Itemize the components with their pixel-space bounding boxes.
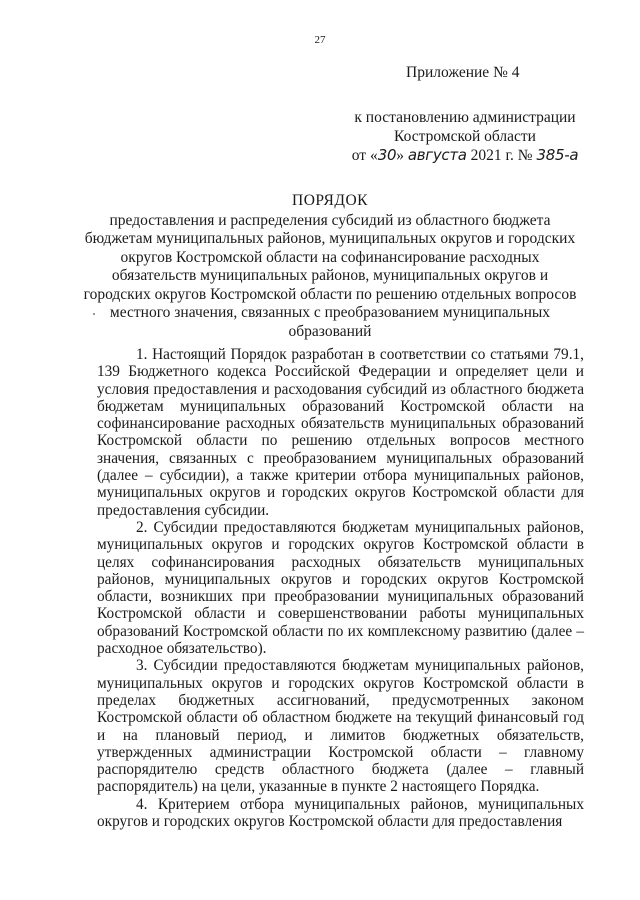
year-text: 2021 г. №	[470, 147, 533, 164]
paragraph-2: 2. Субсидии предоставляются бюджетам муниципальных районов, муниципальных округов и городских округов Костромской области в целях софинансирования расходных обязательств муниципальных районов, муниципальных округов и городских округов Костромской области, возникших при преобразовании муниципальных образований Костромской области и совершенствовании работы муниципальных образований Костромской области по их комплексному развитию (далее – расходное обязательство).	[97, 518, 584, 658]
resolution-line-2: Костромской области	[394, 128, 536, 145]
paragraph-4: 4. Критерием отбора муниципальных районов, муниципальных округов и городских округов Костромской области для предоставления	[97, 795, 584, 831]
resolution-date-line	[340, 146, 590, 165]
handwritten-number: 385-а	[536, 146, 579, 164]
title-heading: ПОРЯДОК	[292, 192, 368, 209]
handwritten-day: 30	[377, 146, 397, 164]
resolution-reference	[340, 108, 590, 165]
date-mid: »	[396, 147, 404, 164]
appendix-label: Приложение № 4	[406, 64, 520, 81]
scan-speck	[93, 313, 95, 315]
paragraph-1: 1. Настоящий Порядок разработан в соответствии со статьями 79.1, 139 Бюджетного кодекса Российской Федерации и определяет цели и условия предоставления и расходования субсидий из областного бюджета бюджетам муниципальных образований Костромской области на софинансирование расходных обязательств муниципальных образований Костромской области по решению отдельных вопросов местного значения, связанных с преобразованием муниципальных образований (далее – субсидии), а также критерии отбора муниципальных районов, муниципальных округов и городских округов Костромской области для предоставления субсидии.	[97, 346, 584, 519]
title-subtitle: предоставления и распределения субсидий из областного бюджета бюджетам муниципальных районов, муниципальных округов и городских округов Костромской области на софинансирование расходных обязательств муниципальных районов, муниципальных округов и городских округов Костромской области по решению отдельных вопросов местного значения, связанных с преобразованием муниципальных образований	[83, 211, 577, 340]
handwritten-month: августа	[407, 146, 467, 164]
date-prefix: от «	[351, 147, 378, 164]
document-body	[97, 346, 584, 830]
page-number: 27	[314, 34, 326, 46]
document-title	[80, 192, 580, 341]
paragraph-3: 3. Субсидии предоставляются бюджетам муниципальных районов, муниципальных округов и городских округов Костромской области в пределах бюджетных ассигнований, предусмотренных законом Костромской области об областном бюджете на текущий финансовый год и на плановый период, и лимитов бюджетных обязательств, утвержденных администрации Костромской области – главному распорядителю средств областного бюджета (далее – главный распорядитель) на цели, указанные в пункте 2 настоящего Порядка.	[97, 657, 584, 796]
resolution-line-1: к постановлению администрации	[354, 109, 576, 126]
